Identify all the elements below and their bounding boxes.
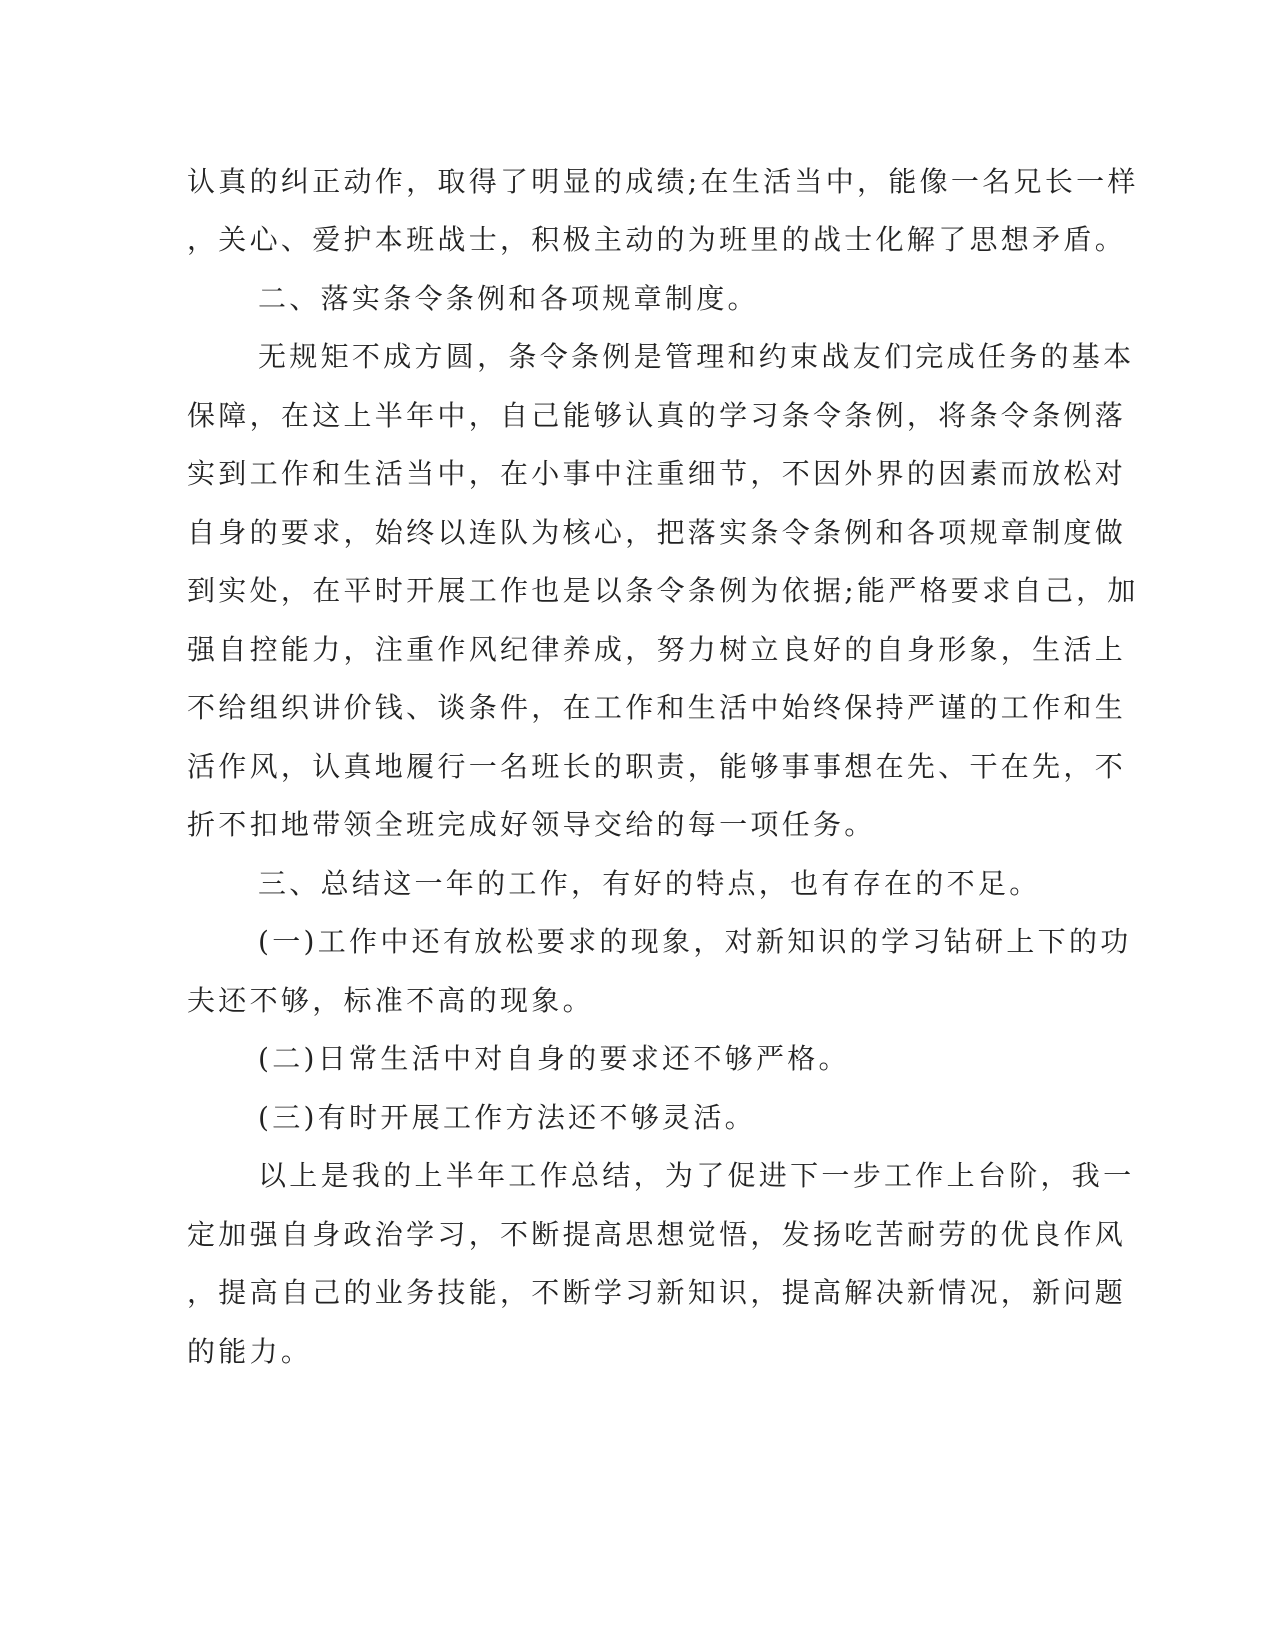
text-line: 实到工作和生活当中，在小事中注重细节，不因外界的因素而放松对 — [187, 457, 1127, 490]
text-line: 强自控能力，注重作风纪律养成，努力树立良好的自身形象，生活上 — [187, 633, 1127, 666]
list-item: (一)工作中还有放松要求的现象，对新知识的学习钻研上下的功 — [258, 925, 1132, 958]
text-line: ，提高自己的业务技能，不断学习新知识，提高解决新情况，新问题 — [187, 1276, 1127, 1309]
text-line: 以上是我的上半年工作总结，为了促进下一步工作上台阶，我一 — [258, 1159, 1135, 1192]
list-item: (二)日常生活中对自身的要求还不够严格。 — [258, 1042, 850, 1075]
text-line: 不给组织讲价钱、谈条件，在工作和生活中始终保持严谨的工作和生 — [187, 691, 1127, 724]
text-line: 活作风，认真地履行一名班长的职责，能够事事想在先、干在先，不 — [187, 750, 1127, 783]
text-line: 折不扣地带领全班完成好领导交给的每一项任务。 — [187, 808, 876, 841]
text-line: 定加强自身政治学习，不断提高思想觉悟，发扬吃苦耐劳的优良作风 — [187, 1218, 1127, 1251]
text-line: 的能力。 — [187, 1335, 313, 1368]
text-line: 到实处，在平时开展工作也是以条令条例为依据;能严格要求自己，加 — [187, 574, 1139, 607]
section-heading: 二、落实条令条例和各项规章制度。 — [258, 282, 759, 315]
list-item: (三)有时开展工作方法还不够灵活。 — [258, 1101, 756, 1134]
text-line: 无规矩不成方圆，条令条例是管理和约束战友们完成任务的基本 — [258, 340, 1135, 373]
text-line: 自身的要求，始终以连队为核心，把落实条令条例和各项规章制度做 — [187, 516, 1127, 549]
text-line: 认真的纠正动作，取得了明显的成绩;在生活当中，能像一名兄长一样 — [187, 165, 1139, 198]
text-line: 保障，在这上半年中，自己能够认真的学习条令条例，将条令条例落 — [187, 399, 1127, 432]
text-line: 夫还不够，标准不高的现象。 — [187, 984, 594, 1017]
text-line: ，关心、爱护本班战士，积极主动的为班里的战士化解了思想矛盾。 — [187, 223, 1127, 256]
section-heading: 三、总结这一年的工作，有好的特点，也有存在的不足。 — [258, 867, 1041, 900]
